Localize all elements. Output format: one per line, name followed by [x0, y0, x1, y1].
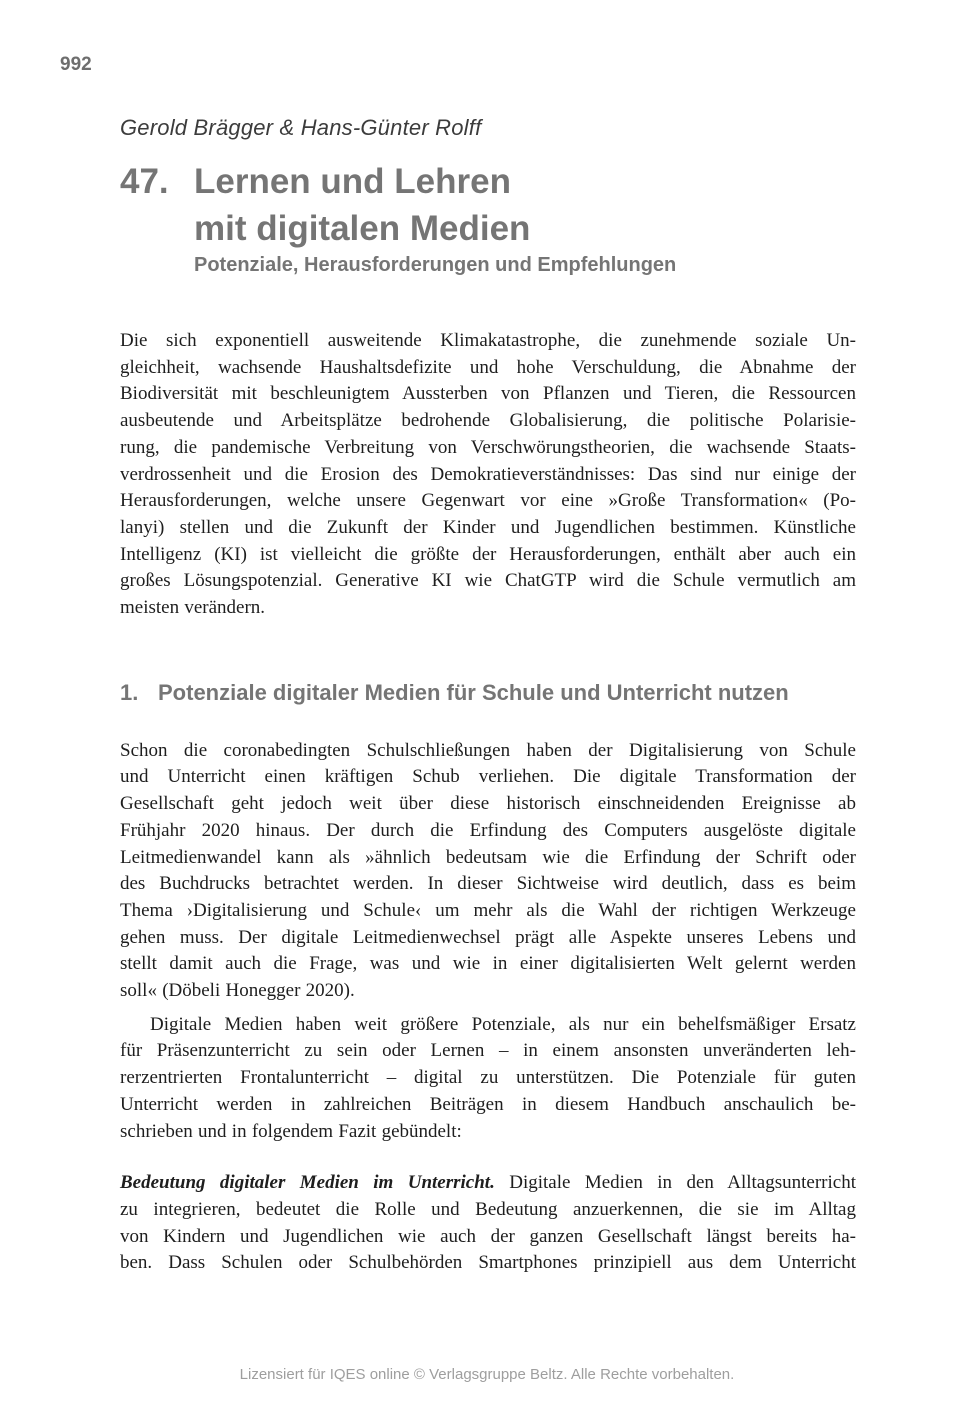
paragraph-section1-b [120, 1012, 856, 1146]
section-heading [120, 679, 856, 707]
text-line: stellt damit auch die Frage, was und wie in einer digitalisierten Welt gelernt werden [120, 953, 856, 975]
chapter-subtitle: Potenziale, Herausforderungen und Empfehlungen [194, 254, 677, 276]
chapter-title-line-2: mit digitalen Medien [194, 209, 531, 248]
text-line: des Buchdrucks betrachtet werden. In dieser Sichtweise wird deutlich, dass es beim [120, 873, 856, 895]
paragraph-intro [120, 328, 856, 622]
text-line: großes Lösungspotenzial. Generative KI wie ChatGTP wird die Schule vermutlich am [120, 570, 856, 592]
author-line: Gerold Brägger & Hans-Günter Rolff [120, 115, 482, 140]
paragraph-section1-a [120, 738, 856, 1005]
text-line: ben. Dass Schulen oder Schulbehörden Smartphones prinzipiell aus dem Unterricht [120, 1252, 856, 1274]
text-line: Herausforderungen, welche unsere Gegenwart vor eine »Große Transformation« (Po- [120, 490, 856, 512]
text-line: gleichheit, wachsende Haushaltsdefizite und hohe Verschuldung, die Abnahme der [120, 356, 856, 378]
text-line: für Präsenzunterricht zu sein oder Lernen – in einem ansonsten unveränderten leh- [120, 1040, 856, 1062]
paragraph-lead: Bedeutung digitaler Medien im Unterricht. [120, 1172, 495, 1194]
text-line: Leitmedienwandel kann als »ähnlich bedeutsam wie die Erfindung der Schrift oder [120, 846, 856, 868]
footer-license: Lizensiert für IQES online © Verlagsgruppe Beltz. Alle Rechte vorbehalten. [239, 1366, 735, 1383]
text-line: schrieben und in folgendem Fazit gebündelt: [120, 1120, 462, 1142]
text-line: Biodiversität mit beschleunigtem Aussterben von Pflanzen und Tieren, die Ressourcen [120, 383, 856, 405]
text-line: Bedeutung digitaler Medien im Unterricht. Digitale Medien in den Alltagsunterricht [120, 1172, 856, 1194]
text-line: verdrossenheit und die Erosion des Demokratieverständnisses: Das sind nur einige der [120, 463, 856, 485]
text-line: lanyi) stellen und die Zukunft der Kinder und Jugendlichen bestimmen. Künstliche [120, 516, 856, 538]
text-line: ausbeutende und Arbeitsplätze bedrohende Globalisierung, die politische Polarisie- [120, 410, 856, 432]
text-line: Thema ›Digitalisierung und Schule‹ um mehr als die Wahl der richtigen Werkzeuge [120, 899, 856, 921]
text-line: von Kindern und Jugendlichen wie auch der ganzen Gesellschaft längst bereits ha- [120, 1225, 856, 1247]
chapter-title [120, 158, 856, 252]
text-line: und Unterricht einen kräftigen Schub verliehen. Die digitale Transformation der [120, 766, 856, 788]
text-line: Unterricht werden in zahlreichen Beiträgen in diesem Handbuch anschaulich be- [120, 1093, 856, 1115]
paragraph-bedeutung [120, 1170, 856, 1277]
chapter-title-line-1: Lernen und Lehren [194, 162, 511, 201]
page-number: 992 [60, 54, 92, 75]
text-line: rung, die pandemische Verbreitung von Verschwörungstheorien, die wachsende Staats- [120, 436, 856, 458]
text-line: Intelligenz (KI) ist vielleicht die größte der Herausforderungen, enthält aber auch ein [120, 543, 856, 565]
text-line: Gesellschaft geht jedoch weit über diese historisch einschneidenden Ereignisse ab [120, 793, 856, 815]
chapter-number: 47. [120, 162, 169, 201]
text-line: rerzentrierten Frontalunterricht – digital zu unterstützen. Die Potenziale für guten [120, 1067, 856, 1089]
text-line: Frühjahr 2020 hinaus. Der durch die Erfindung des Computers ausgelöste digitale [120, 819, 856, 841]
text-line: meisten verändern. [120, 597, 266, 619]
section-number: 1. [120, 679, 139, 705]
text-line: Digitale Medien haben weit größere Potenziale, als nur ein behelfsmäßiger Ersatz [150, 1013, 856, 1035]
text-line: soll« (Döbeli Honegger 2020). [120, 980, 355, 1002]
text-line: Die sich exponentiell ausweitende Klimakatastrophe, die zunehmende soziale Un- [120, 330, 856, 351]
text-line: zu integrieren, bedeutet die Rolle und Bedeutung anzuerkennen, die sie im Alltag [120, 1198, 856, 1220]
section-heading-text: Potenziale digitaler Medien für Schule und Unterricht nutzen [158, 679, 789, 705]
page-content [120, 0, 856, 1277]
text-line: Schon die coronabedingten Schulschließungen haben der Digitalisierung von Schule [120, 739, 856, 761]
chapter-title-text [194, 158, 530, 252]
text-line: gehen muss. Der digitale Leitmedienwechsel prägt alle Aspekte unseres Lebens und [120, 926, 856, 948]
